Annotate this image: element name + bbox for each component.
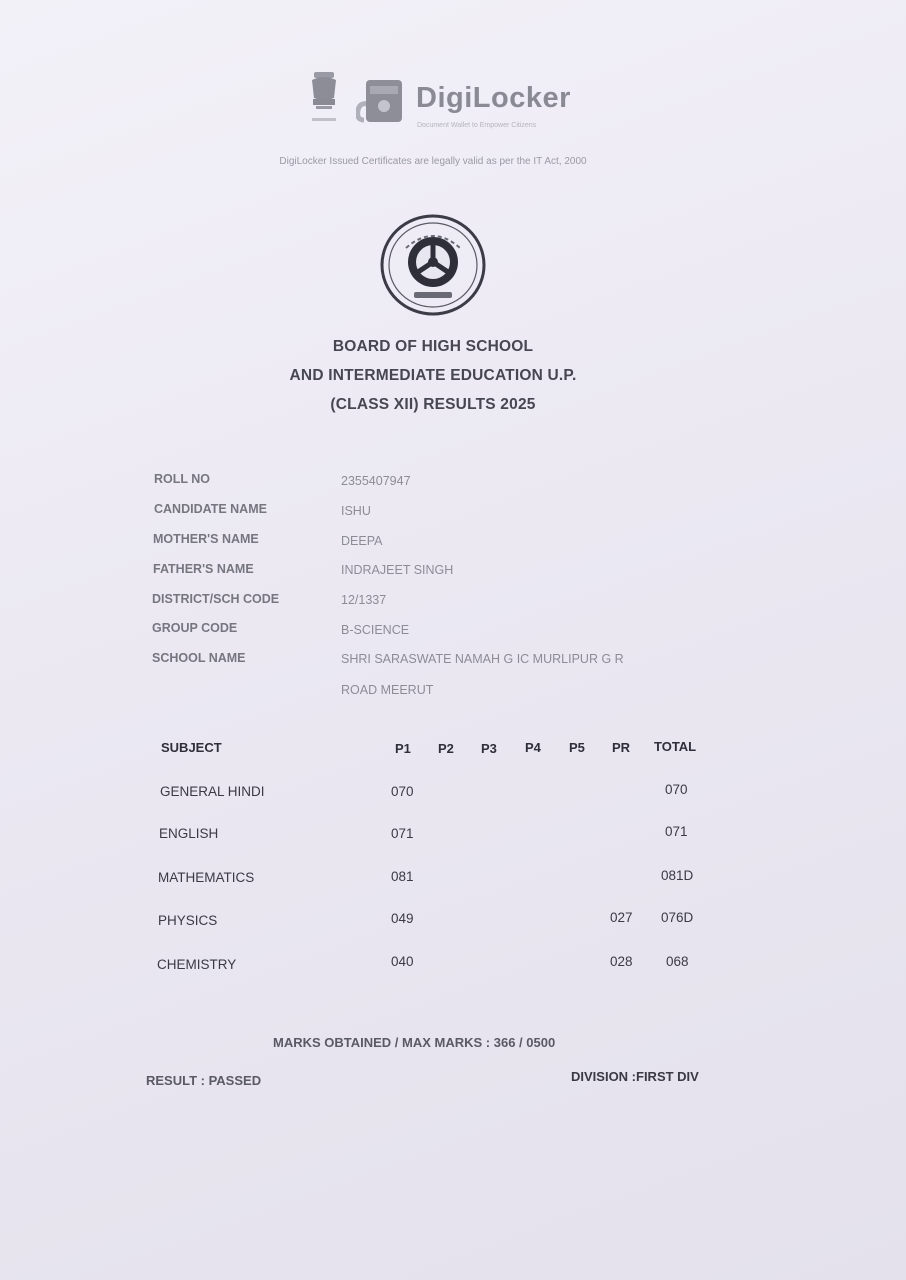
subject-cell: GENERAL HINDI [160,784,265,799]
col-p4: P4 [525,740,541,755]
total-cell: 076D [661,910,694,925]
p1-cell: 040 [391,954,414,969]
brand-name: DigiLocker [416,82,571,114]
total-cell: 070 [665,782,688,797]
label-group-code: GROUP CODE [152,621,238,635]
p1-cell: 070 [391,784,414,799]
col-p2: P2 [438,741,454,756]
label-candidate-name: CANDIDATE NAME [154,502,267,516]
value-mothers-name: DEEPA [341,534,383,548]
subject-cell: PHYSICS [158,913,218,928]
label-mothers-name: MOTHER'S NAME [153,532,259,546]
value-group-code: B-SCIENCE [341,623,410,637]
subject-cell: ENGLISH [159,826,219,841]
value-candidate-name: ISHU [341,504,371,518]
value-roll-no: 2355407947 [341,474,411,488]
label-fathers-name: FATHER'S NAME [153,562,254,576]
label-school-name: SCHOOL NAME [152,651,246,665]
pr-cell: 028 [610,954,633,969]
title-line-1: BOARD OF HIGH SCHOOL [332,338,534,355]
title-line-3: (CLASS XII) RESULTS 2025 [330,396,536,413]
p1-cell: 071 [391,826,414,841]
total-cell: 071 [665,824,688,839]
p1-cell: 049 [391,911,414,926]
division: DIVISION :FIRST DIV [571,1069,699,1084]
col-p3: P3 [481,741,497,756]
digilocker-logo-icon [356,76,412,128]
col-subject: SUBJECT [161,740,222,755]
label-roll-no: ROLL NO [154,472,211,486]
state-emblem-icon [306,68,342,128]
total-cell: 081D [661,868,694,883]
col-pr: PR [612,740,631,755]
label-district-sch-code: DISTRICT/SCH CODE [152,592,280,606]
board-seal-icon [380,214,486,316]
brand-tagline: Document Wallet to Empower Citizens [417,122,537,129]
col-p1: P1 [395,741,411,756]
value-school-name-line2: ROAD MEERUT [341,683,434,697]
marks-obtained: MARKS OBTAINED / MAX MARKS : 366 / 0500 [273,1035,556,1050]
value-school-name: SHRI SARASWATE NAMAH G IC MURLIPUR G R [341,652,624,666]
subject-cell: CHEMISTRY [157,957,237,972]
total-cell: 068 [666,954,689,969]
result-status: RESULT : PASSED [146,1073,262,1088]
col-p5: P5 [569,740,585,755]
legal-note: DigiLocker Issued Certificates are legally valid as per the IT Act, 2000 [279,156,587,167]
subject-cell: MATHEMATICS [158,870,255,885]
title-line-2: AND INTERMEDIATE EDUCATION U.P. [289,367,577,384]
pr-cell: 027 [610,910,633,925]
col-total: TOTAL [654,739,697,754]
value-district-sch-code: 12/1337 [341,593,387,607]
value-fathers-name: INDRAJEET SINGH [341,563,454,577]
p1-cell: 081 [391,869,414,884]
